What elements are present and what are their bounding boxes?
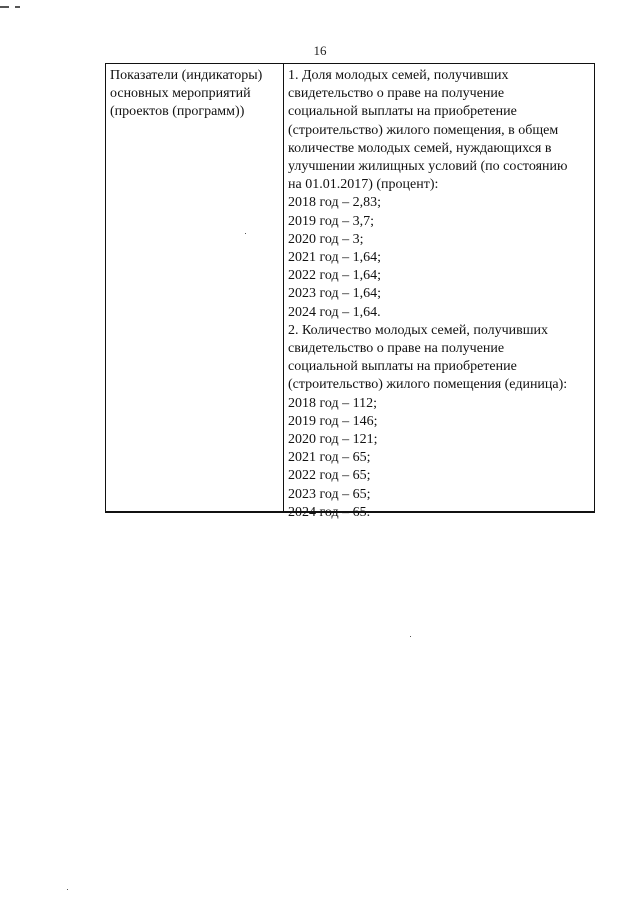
- indicator-1-text: социальной выплаты на приобретение: [288, 104, 517, 120]
- indicator-2-year-value: 2021 год – 65;: [288, 450, 371, 466]
- label-line: основных мероприятий: [110, 86, 251, 101]
- indicator-2-year-value: 2020 год – 121;: [288, 432, 378, 448]
- indicator-1-year-value: 2018 год – 2,83;: [288, 195, 382, 211]
- indicator-2-year-value: 2019 год – 146;: [288, 413, 378, 429]
- scan-artifact: [0, 6, 9, 8]
- indicator-1-year-value: 2022 год – 1,64;: [288, 268, 382, 284]
- indicator-2-text: (строительство) жилого помещения (единица):: [288, 377, 568, 393]
- scan-speck: [245, 233, 246, 234]
- label-line: Показатели (индикаторы): [110, 68, 263, 83]
- indicator-2-text: 2. Количество молодых семей, получивших: [288, 322, 549, 338]
- indicator-1-year-value: 2023 год – 1,64;: [288, 286, 382, 302]
- scan-artifact: [15, 6, 20, 8]
- indicator-1-text: свидетельство о праве на получение: [288, 86, 505, 102]
- label-line: (проектов (программ)): [110, 104, 245, 119]
- indicators-table: [105, 63, 595, 520]
- indicator-2-year-value: 2024 год – 65.: [288, 504, 371, 520]
- page-number: 16: [313, 43, 327, 58]
- indicator-2-text: свидетельство о праве на получение: [288, 341, 505, 357]
- indicator-1-text: 1. Доля молодых семей, получивших: [288, 68, 509, 83]
- indicators-value-cell: [284, 64, 594, 520]
- indicator-2-year-value: 2018 год – 112;: [288, 395, 377, 411]
- indicator-2-year-value: 2023 год – 65;: [288, 486, 371, 502]
- indicator-2-text: социальной выплаты на приобретение: [288, 359, 517, 375]
- indicator-1-year-value: 2021 год – 1,64;: [288, 250, 382, 266]
- indicator-1-year-value: 2019 год – 3,7;: [288, 213, 375, 229]
- indicator-1-text: (строительство) жилого помещения, в общем: [288, 122, 559, 138]
- scan-speck: [410, 636, 411, 637]
- indicator-1-text: количестве молодых семей, нуждающихся в: [288, 140, 552, 156]
- indicator-1-year-value: 2020 год – 3;: [288, 231, 364, 247]
- indicator-1-year-value: 2024 год – 1,64.: [288, 304, 381, 320]
- indicator-1-text: на 01.01.2017) (процент):: [288, 177, 439, 193]
- scan-speck: [67, 889, 68, 890]
- indicator-1-text: улучшении жилищных условий (по состоянию: [288, 159, 568, 175]
- indicators-label-cell: [106, 64, 284, 511]
- indicator-2-year-value: 2022 год – 65;: [288, 468, 371, 484]
